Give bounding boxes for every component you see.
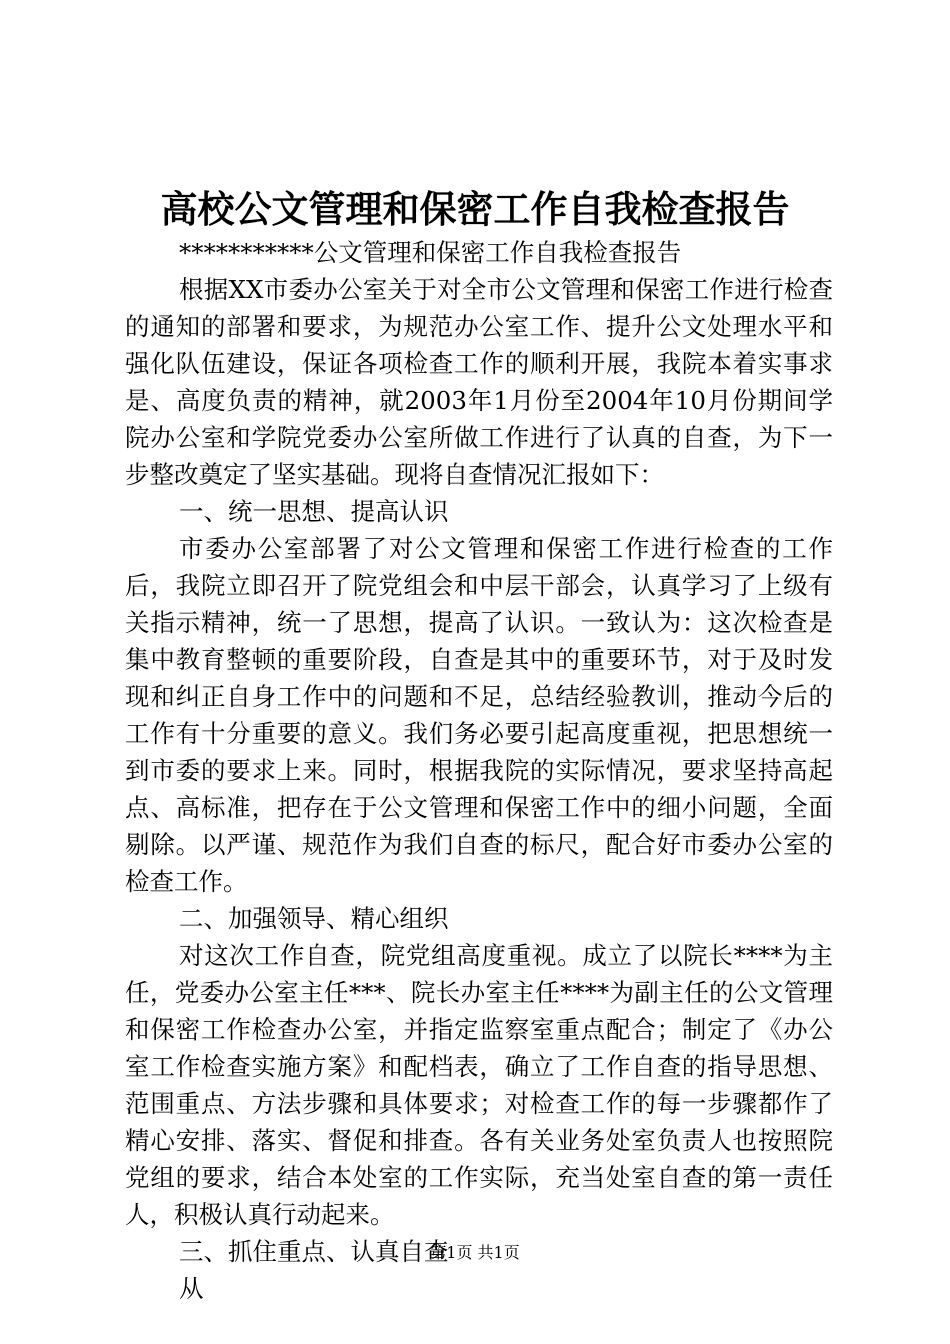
page-number: 第1页 共1页 (430, 1243, 520, 1262)
paragraph-section-1: 市委办公室部署了对公文管理和保密工作进行检查的工作后，我院立即召开了院党组会和中层干部会，认真学习了上级有关指示精神，统一了思想，提高了认识。一致认为：这次检查是集中教育整顿的重要阶段，自查是其中的重要环节，对于及时发现和纠正自身工作中的问题和不足，总结经验教训，推动今后的工作有十分重要的意义。我们务必要引起高度重视，把思想统一到市委的要求上来。同时，根据我院的实际情况，要求坚持高起点、高标准，把存在于公文管理和保密工作中的细小问题，全面剔除。以严谨、规范作为我们自查的标尺，配合好市委办公室的检查工作。 (125, 534, 833, 896)
section-heading-1: 一、统一思想、提高认识 (179, 497, 449, 526)
paragraph-section-3: 从 (179, 1274, 204, 1303)
paragraph-section-2: 对这次工作自查，院党组高度重视。成立了以院长****为主任，党委办公室主任***、院长办室主任****为副主任的公文管理和保密工作检查办公室，并指定监察室重点配合；制定了《办公室工作检查实施方案》和配档表，确立了工作自查的指导思想、范围重点、方法步骤和具体要求；对检查工作的每一步骤都作了精心安排、落实、督促和排查。各有关业务处室负责人也按照院党组的要求，结合本处室的工作实际，充当处室自查的第一责任人，积极认真行动起来。 (125, 941, 833, 1229)
document-subtitle: ***********公文管理和保密工作自我检查报告 (179, 238, 682, 267)
paragraph-intro: 根据XX市委办公室关于对全市公文管理和保密工作进行检查的通知的部署和要求，为规范办公室工作、提升公文处理水平和强化队伍建设，保证各项检查工作的顺利开展，我院本着实事求是、高度负责的精神，就2003年1月份至2004年10月份期间学院办公室和学院党委办公室所做工作进行了认真的自查，为下一步整改奠定了坚实基础。现将自查情况汇报如下： (125, 275, 833, 489)
document-title: 高校公文管理和保密工作自我检查报告 (160, 187, 790, 231)
section-heading-2: 二、加强领导、精心组织 (179, 904, 449, 933)
document-body (125, 234, 833, 1307)
section-heading-3: 三、抓住重点、认真自查 (179, 1237, 449, 1266)
